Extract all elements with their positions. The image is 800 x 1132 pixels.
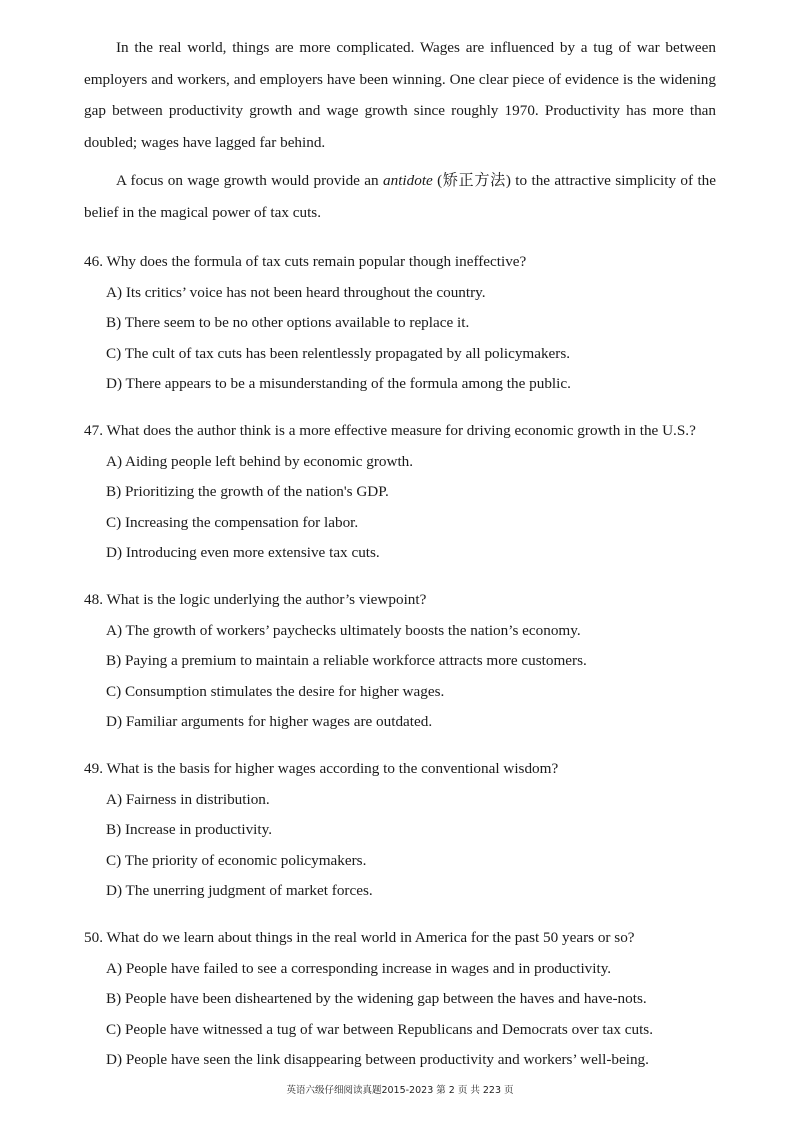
- question-49: [84, 754, 744, 907]
- question-47: [84, 416, 744, 569]
- question-stem: 48. What is the logic underlying the author’s viewpoint?: [84, 591, 427, 608]
- option-b: B) There seem to be no other options available to replace it.: [106, 314, 470, 331]
- option-a: A) Aiding people left behind by economic growth.: [106, 452, 414, 470]
- option-a: A) Fairness in distribution.: [106, 790, 270, 808]
- question-stem: 49. What is the basis for higher wages according to the conventional wisdom?: [84, 760, 559, 777]
- option-d: D) Familiar arguments for higher wages are outdated.: [106, 713, 433, 730]
- option-d: D) People have seen the link disappearing between productivity and workers’ well-being.: [106, 1051, 649, 1068]
- question-46: [84, 247, 744, 400]
- option-c: C) People have witnessed a tug of war between Republicans and Democrats over tax cuts.: [106, 1020, 654, 1038]
- option-d: D) Introducing even more extensive tax cuts.: [106, 544, 380, 561]
- option-b: B) Paying a premium to maintain a reliable workforce attracts more customers.: [106, 652, 587, 669]
- option-b: B) Increase in productivity.: [106, 821, 273, 838]
- question-stem: 47. What does the author think is a more effective measure for driving economic growth in the U.S.?: [84, 422, 696, 439]
- option-d: D) There appears to be a misunderstanding of the formula among the public.: [106, 375, 571, 392]
- option-c: C) The cult of tax cuts has been relentlessly propagated by all policymakers.: [106, 344, 571, 362]
- option-c: C) Consumption stimulates the desire for higher wages.: [106, 682, 445, 700]
- chinese-gloss: (矫正方法): [432, 172, 511, 189]
- question-stem: 46. Why does the formula of tax cuts remain popular though ineffective?: [84, 253, 527, 270]
- option-a: A) People have failed to see a corresponding increase in wages and in productivity.: [106, 959, 612, 977]
- antidote-term: antidote: [383, 172, 433, 189]
- option-d: D) The unerring judgment of market forces.: [106, 882, 373, 899]
- passage-paragraph-2-text-end: to the attractive simplicity of the belief in the magical power of tax cuts.: [84, 172, 716, 221]
- option-c: C) Increasing the compensation for labor.: [106, 513, 359, 531]
- option-b: B) People have been disheartened by the widening gap between the haves and have-nots.: [106, 990, 647, 1007]
- passage-paragraph-2-text-start: A focus on wage growth would provide an: [116, 172, 383, 189]
- passage-paragraph-1-text: In the real world, things are more complicated. Wages are influenced by a tug of war between employers and workers, and employers have been winning. One clear piece of evidence is the widening gap between productivity growth and wage growth since roughly 1970. Productivity has more than doubled; wages have lagged far behind.: [84, 39, 716, 151]
- question-stem: 50. What do we learn about things in the real world in America for the past 50 years or so?: [84, 929, 635, 946]
- option-c: C) The priority of economic policymakers.: [106, 851, 367, 869]
- passage-paragraph-1: [84, 32, 716, 158]
- option-b: B) Prioritizing the growth of the nation's GDP.: [106, 483, 389, 500]
- passage-paragraph-2: [84, 165, 716, 228]
- option-a: A) The growth of workers’ paychecks ultimately boosts the nation’s economy.: [106, 621, 581, 639]
- question-50: [84, 923, 744, 1076]
- option-a: A) Its critics’ voice has not been heard throughout the country.: [106, 283, 486, 301]
- page-footer: 英语六级仔细阅读真题2015-2023 第 2 页 共 223 页: [286, 1085, 514, 1096]
- question-48: [84, 585, 744, 738]
